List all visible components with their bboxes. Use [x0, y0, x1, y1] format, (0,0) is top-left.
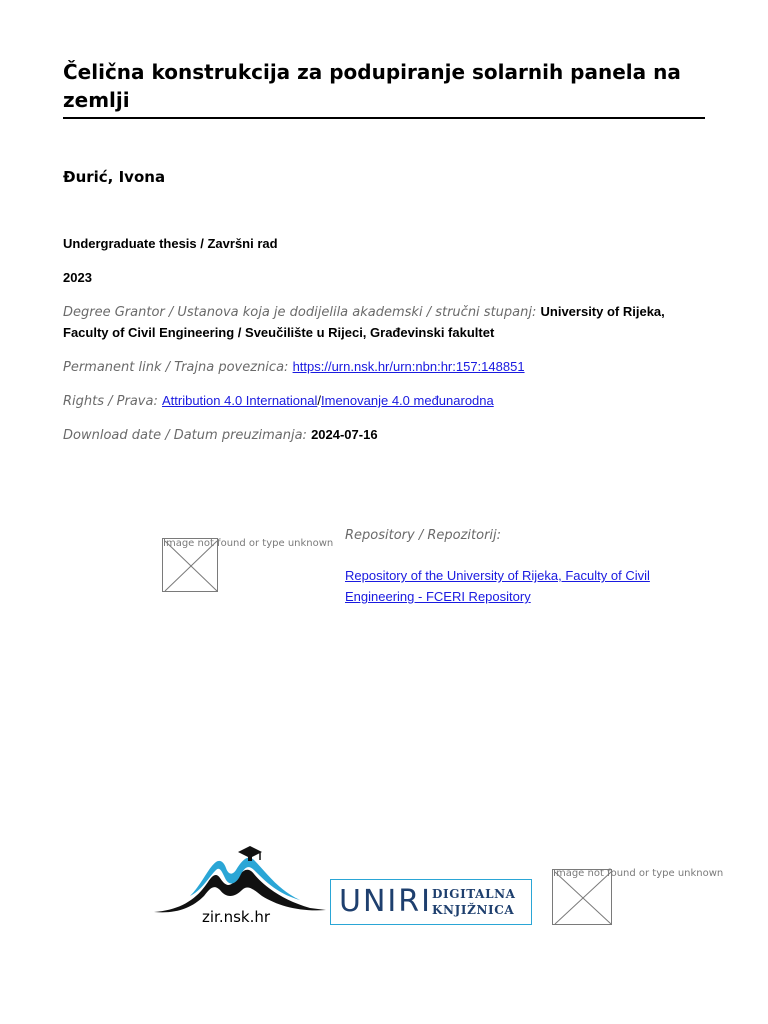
license-link-en[interactable]: Attribution 4.0 International	[161, 393, 318, 408]
permanent-link-row	[63, 357, 525, 378]
uniri-subtitle	[432, 886, 516, 918]
zir-logo-text: zir.nsk.hr	[202, 908, 271, 926]
rights-label: Rights / Prava:	[63, 394, 158, 409]
uniri-wordmark: UNIRI	[339, 884, 432, 919]
license-link-hr[interactable]: Imenovanje 4.0 međunarodna	[321, 393, 494, 408]
uniri-logo	[330, 879, 532, 925]
title-divider	[63, 117, 705, 119]
permanent-link[interactable]: https://urn.nsk.hr/urn:nbn:hr:157:148851	[292, 359, 525, 374]
license-separator: /	[317, 393, 321, 408]
download-date-label: Download date / Datum preuzimanja:	[63, 428, 307, 443]
uniri-subtitle-line2: KNJIŽNICA	[432, 903, 515, 917]
broken-image-text: Image not found or type unknown	[163, 538, 334, 549]
broken-image-text-2: Image not found or type unknown	[553, 868, 724, 879]
repository-link-wrap	[345, 566, 675, 608]
repository-label: Repository / Repozitorij:	[345, 528, 502, 543]
year: 2023	[63, 270, 92, 285]
download-date-row	[63, 425, 378, 446]
permanent-link-label: Permanent link / Trajna poveznica:	[63, 360, 289, 375]
degree-grantor-label: Degree Grantor / Ustanova koja je dodijelila akademski / stručni stupanj:	[63, 305, 537, 320]
document-title: Čelična konstrukcija za podupiranje solarnih panela na zemlji	[63, 60, 681, 112]
thesis-type: Undergraduate thesis / Završni rad	[63, 236, 278, 251]
repository-link[interactable]: Repository of the University of Rijeka, Faculty of Civil Engineering - FCERI Repository	[345, 568, 650, 604]
degree-grantor-value: University of Rijeka, Faculty of Civil Engineering / Sveučilište u Rijeci, Građevinski fakultet	[63, 304, 665, 340]
rights-row	[63, 391, 494, 412]
degree-grantor-row	[63, 302, 703, 344]
uniri-subtitle-line1: DIGITALNA	[432, 887, 516, 901]
author-name: Đurić, Ivona	[63, 168, 166, 186]
download-date-value: 2024-07-16	[311, 427, 378, 442]
